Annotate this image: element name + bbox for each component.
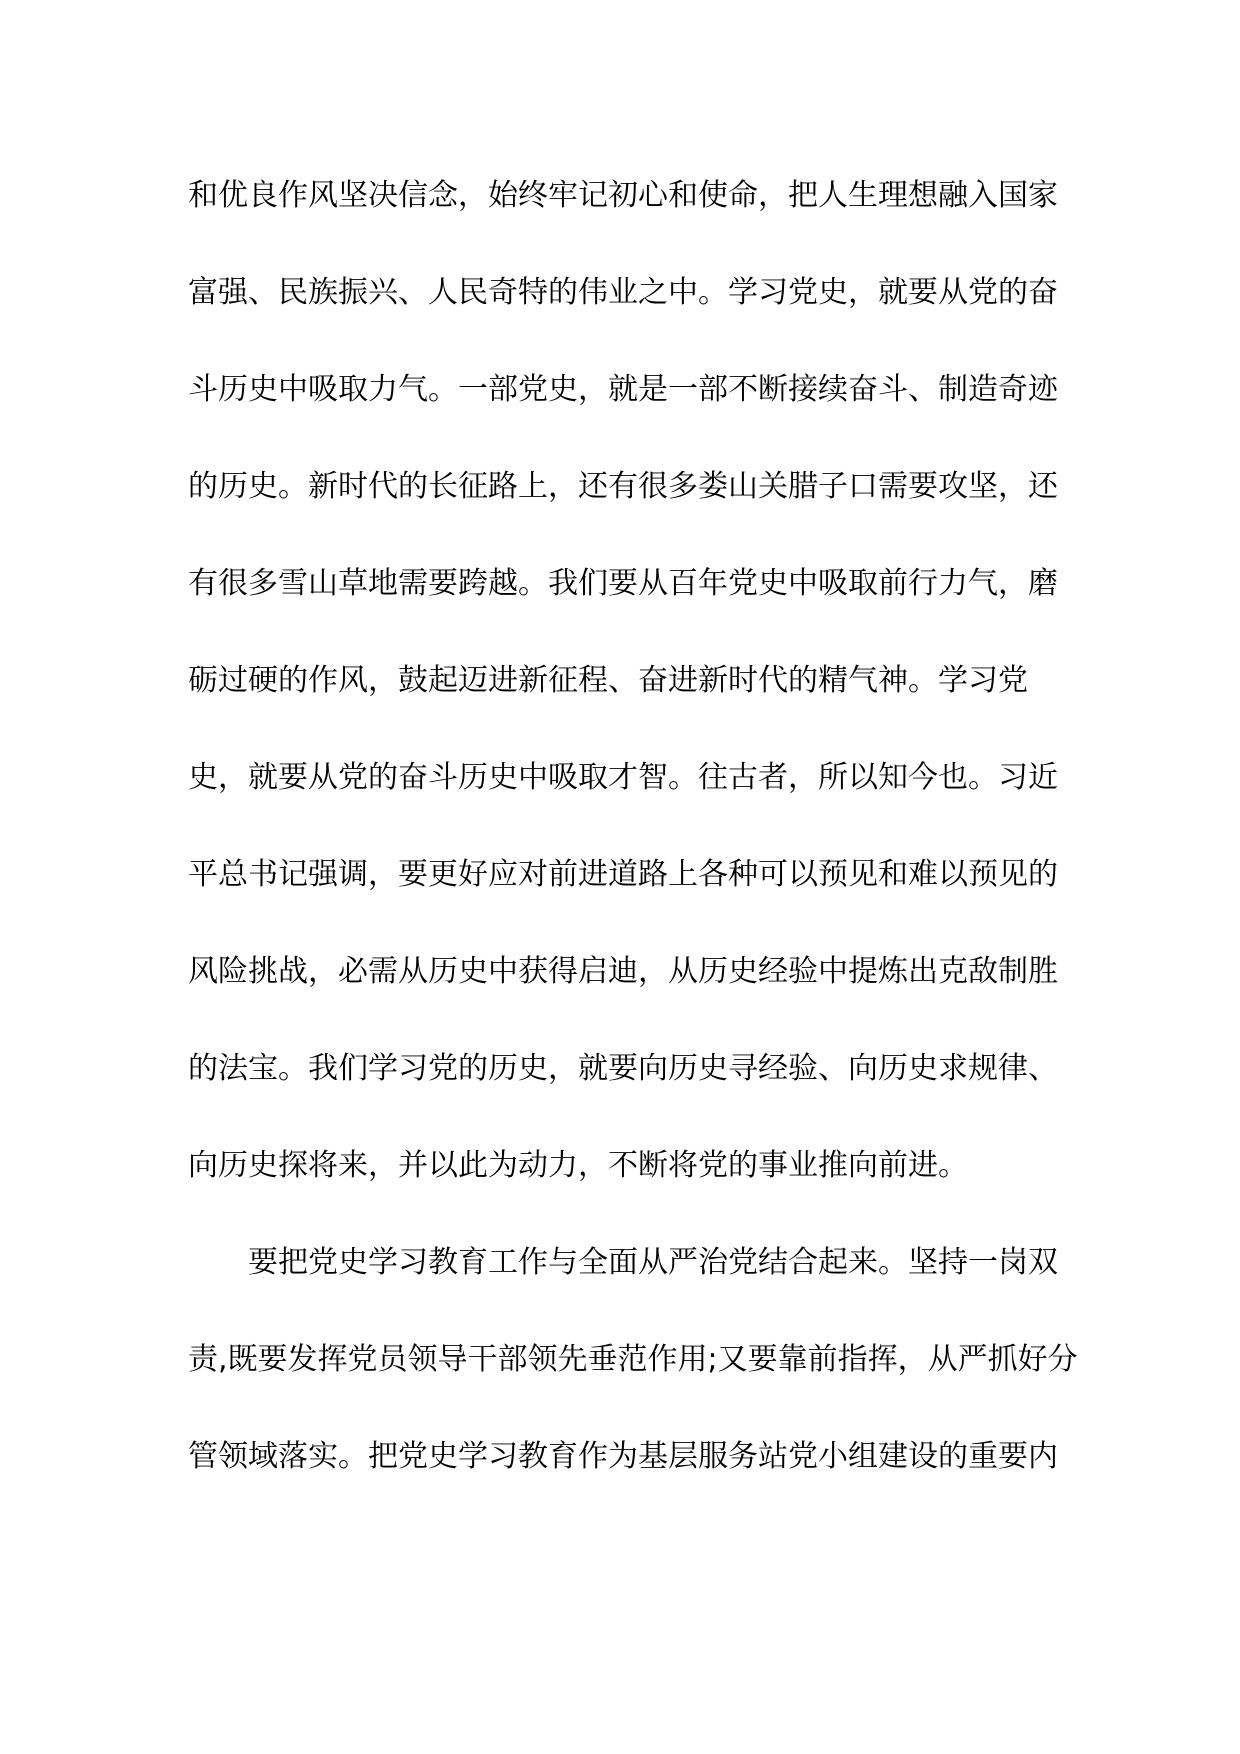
text-line: 责,既要发挥党员领导干部领先垂范作用;又要靠前指挥，从严抓好分: [188, 1342, 1078, 1377]
text-line-indented: 要把党史学习教育工作与全面从严治党结合起来。坚持一岗双: [248, 1245, 1058, 1280]
text-line: 的历史。新时代的长征路上，还有很多娄山关腊子口需要攻坚，还: [188, 469, 1058, 504]
paragraph-2: [188, 1237, 1078, 1528]
text-line: 平总书记强调，要更好应对前进道路上各种可以预见和难以预见的: [188, 857, 1058, 892]
text-line: 富强、民族振兴、人民奇特的伟业之中。学习党史，就要从党的奋: [188, 275, 1058, 310]
text-line: 向历史探将来，并以此为动力，不断将党的事业推向前进。: [188, 1148, 968, 1183]
text-line: 史，就要从党的奋斗历史中吸取才智。往古者，所以知今也。习近: [188, 760, 1058, 795]
text-line: 斗历史中吸取力气。一部党史，就是一部不断接续奋斗、制造奇迹: [188, 372, 1058, 407]
text-line: 的法宝。我们学习党的历史，就要向历史寻经验、向历史求规律、: [188, 1051, 1058, 1086]
text-line: 风险挑战，必需从历史中获得启迪，从历史经验中提炼出克敌制胜: [188, 954, 1058, 989]
text-line: 砺过硬的作风，鼓起迈进新征程、奋进新时代的精气神。学习党: [188, 663, 1028, 698]
text-line: 管领域落实。把党史学习教育作为基层服务站党小组建设的重要内: [188, 1439, 1058, 1474]
text-line: 和优良作风坚决信念，始终牢记初心和使命，把人生理想融入国家: [188, 178, 1058, 213]
paragraph-1: [188, 170, 1068, 1237]
document-body: [188, 170, 1078, 1528]
text-line: 有很多雪山草地需要跨越。我们要从百年党史中吸取前行力气，磨: [188, 566, 1058, 601]
